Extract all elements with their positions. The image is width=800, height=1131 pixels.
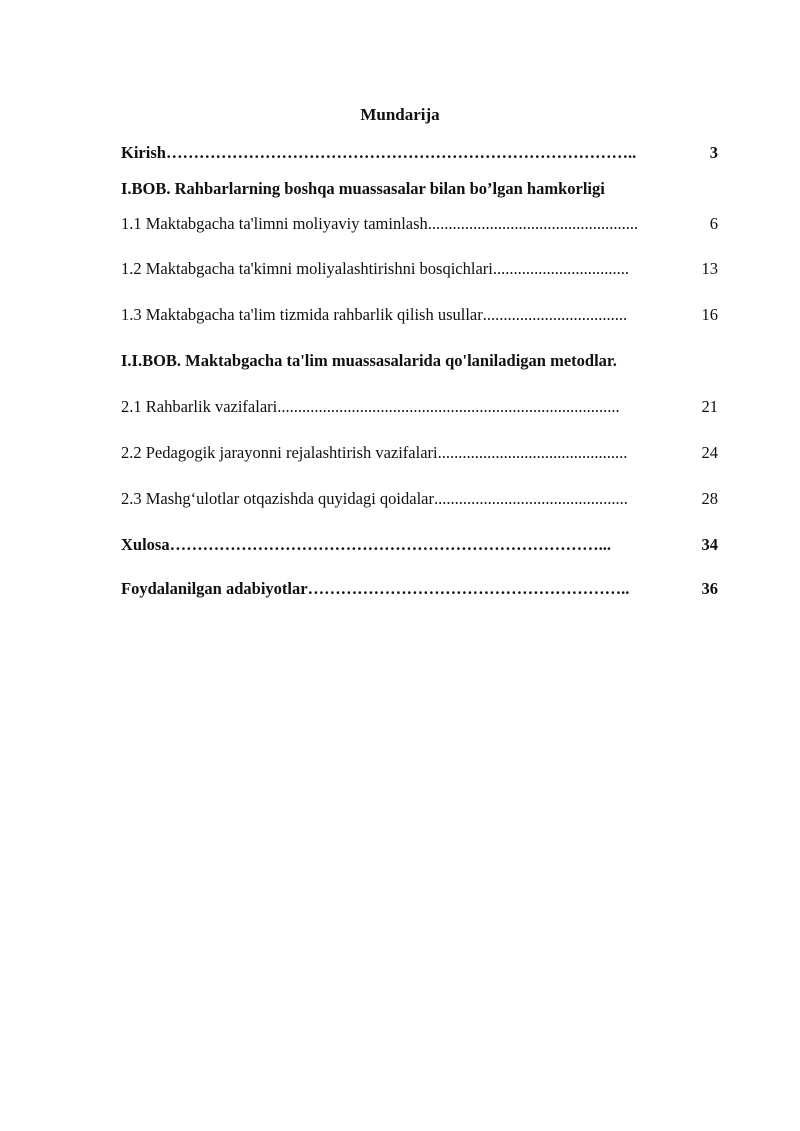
- toc-leader: ...................................................................................: [277, 397, 620, 416]
- toc-chapter-heading-2: I.I.BOB. Maktabgacha ta'lim muassasalarida qo'laniladigan metodlar.: [121, 351, 617, 370]
- toc-leader: ...................................................: [427, 214, 639, 233]
- toc-leader: ..............................................: [437, 443, 628, 462]
- toc-entry-label: 1.3 Maktabgacha ta'lim tizmida rahbarlik qilish usullar: [121, 305, 483, 324]
- toc-entry-label: 2.1 Rahbarlik vazifalari: [121, 397, 278, 416]
- toc-entry-2-1: [121, 396, 718, 418]
- toc-entry-kirish: [121, 142, 718, 164]
- toc-leader: ...................................: [482, 305, 628, 324]
- toc-page-number: 36: [701, 579, 718, 598]
- toc-page-number: 6: [709, 214, 718, 233]
- toc-entry-1-3: [121, 304, 718, 326]
- toc-leader: …………………………………………………..: [307, 579, 630, 598]
- toc-entry-1-1: [121, 213, 718, 235]
- toc-entry-xulosa: [121, 534, 718, 556]
- toc-leader: .................................: [492, 259, 629, 278]
- toc-leader: ...............................................: [433, 489, 628, 508]
- toc-page-number: 3: [709, 143, 718, 162]
- toc-entry-label: Xulosa: [121, 535, 170, 554]
- toc-entry-label: 2.2 Pedagogik jarayonni rejalashtirish vazifalari: [121, 443, 438, 462]
- toc-entry-2-3: [121, 488, 718, 510]
- toc-entry-label: 1.2 Maktabgacha ta'kimni moliyalashtirishni bosqichlari: [121, 259, 493, 278]
- toc-entry-label: Kirish: [121, 143, 166, 162]
- toc-leader: …………………………………………………………………………..: [165, 143, 637, 162]
- toc-entry-label: 2.3 Mashg‘ulotlar otqazishda quyidagi qoidalar: [121, 489, 434, 508]
- toc-page-number: 21: [701, 397, 718, 416]
- toc-entry-2-2: [121, 442, 718, 464]
- toc-leader: ……………………………………………………………………...: [169, 535, 611, 554]
- toc-page-number: 34: [701, 535, 718, 554]
- toc-entry-adabiyotlar: [121, 578, 718, 600]
- toc-page-number: 24: [701, 443, 718, 462]
- toc-chapter-heading-1: I.BOB. Rahbarlarning boshqa muassasalar bilan bo’lgan hamkorligi: [121, 179, 605, 198]
- toc-entry-label: 1.1 Maktabgacha ta'limni moliyaviy taminlash: [121, 214, 428, 233]
- page-title: Mundarija: [360, 105, 440, 124]
- toc-page-number: 28: [701, 489, 718, 508]
- toc-page-number: 16: [701, 305, 718, 324]
- toc-entry-label: Foydalanilgan adabiyotlar: [121, 579, 308, 598]
- toc-page-number: 13: [701, 259, 718, 278]
- toc-entry-1-2: [121, 258, 718, 280]
